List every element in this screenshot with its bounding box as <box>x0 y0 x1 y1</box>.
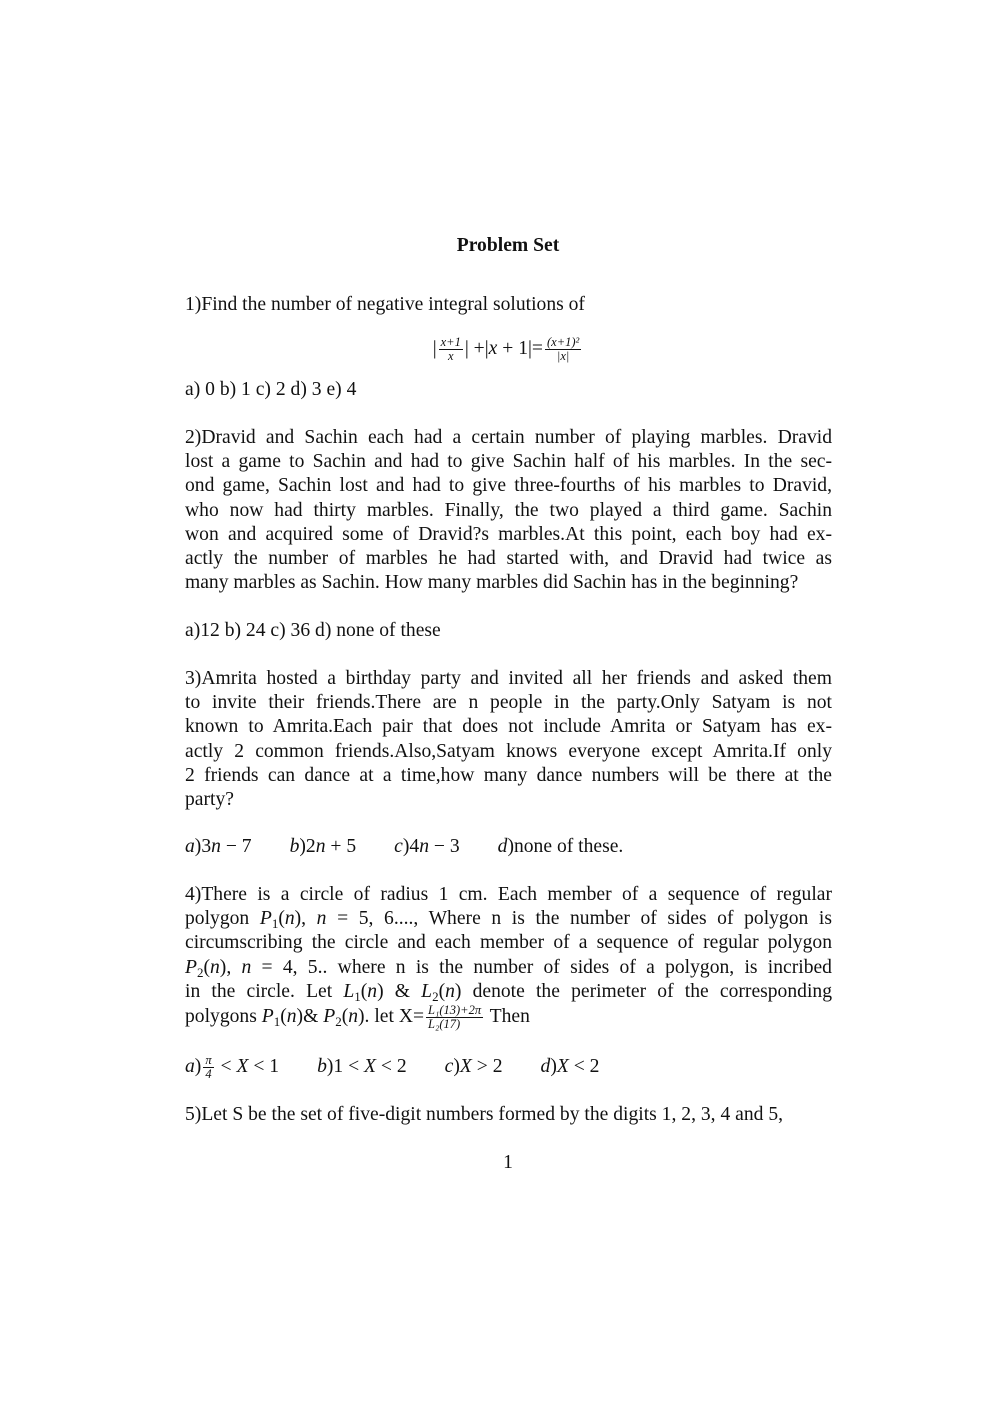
text-segment: | +| <box>464 338 489 359</box>
text-segment: )2 <box>299 836 316 857</box>
math-symbol: n <box>419 836 429 857</box>
answer-option <box>185 835 252 859</box>
problem-4-text <box>185 883 832 1031</box>
problem-3-options <box>185 835 661 859</box>
math-symbol: X <box>556 1056 569 1077</box>
text-segment: ( <box>360 980 368 1002</box>
answer-option <box>498 835 624 859</box>
problem-1-text <box>185 293 832 317</box>
text-line <box>185 378 832 402</box>
math-symbol: n <box>445 980 455 1002</box>
text-segment: )1 < <box>326 1056 365 1077</box>
text-segment: many marbles as Sachin. How many marbles did Sachin has in the beginning? <box>185 572 799 594</box>
text-segment: < 1 <box>248 1056 280 1077</box>
math-symbol: b <box>289 836 300 857</box>
answer-option <box>541 1055 600 1079</box>
text-segment: ( <box>438 980 446 1002</box>
math-symbol: X <box>236 1056 249 1077</box>
text-segment: polygons <box>185 1005 262 1027</box>
text-segment: known to Amrita.Each pair that does not include Amrita or Satyam has ex- <box>185 716 832 738</box>
text-segment: actly the number of marbles he had started with, and Dravid had twice as <box>185 547 832 569</box>
text-segment: in the circle. Let <box>185 980 344 1002</box>
denominator: 4 <box>205 1067 212 1081</box>
fraction <box>426 1004 483 1031</box>
problem-5-text <box>185 1103 832 1127</box>
math-symbol: n <box>286 1005 297 1027</box>
text-line <box>185 1103 832 1127</box>
text-line <box>185 980 832 1004</box>
text-line <box>185 740 832 764</box>
text-line <box>185 571 832 595</box>
subscript: 2 <box>432 988 439 1004</box>
text-segment: ( <box>278 908 285 930</box>
math-symbol: n <box>367 980 378 1002</box>
text-line <box>185 691 832 715</box>
subscript: 1 <box>354 988 361 1004</box>
text-segment: Then <box>485 1005 530 1027</box>
text-segment: ), <box>219 956 242 978</box>
answer-option <box>394 835 459 859</box>
answer-option <box>290 835 357 859</box>
subscript: 2 <box>196 964 204 980</box>
subscript: 1 <box>271 916 279 932</box>
subscript: 1 <box>273 1013 281 1029</box>
text-segment: > 2 <box>471 1056 503 1077</box>
text-line <box>185 764 832 788</box>
page-title: Problem Set <box>456 235 560 256</box>
text-line <box>185 619 832 643</box>
numerator: π <box>205 1053 212 1067</box>
text-segment: )3 <box>194 836 212 857</box>
math-symbol: n <box>315 836 326 857</box>
text-line <box>185 1002 832 1031</box>
text-segment: ) & <box>377 980 422 1002</box>
text-segment: ) <box>550 1056 557 1077</box>
denominator: |x| <box>556 349 570 363</box>
math-symbol: n <box>316 908 327 930</box>
math-symbol: d <box>540 1056 551 1077</box>
text-segment: < <box>215 1056 237 1077</box>
math-symbol: n <box>241 956 252 978</box>
text-segment: 2 friends can dance at a time,how many dance numbers will be there at the <box>185 764 832 786</box>
fraction <box>545 336 581 363</box>
text-segment: a) 0 b) 1 c) 2 d) 3 e) 4 <box>185 379 357 400</box>
numerator: L₁(13)+2π <box>428 1002 482 1017</box>
text-segment: )none of these. <box>507 836 624 857</box>
math-symbol: L <box>421 980 433 1002</box>
text-segment: 5)Let S be the set of five-digit numbers formed by the digits 1, 2, 3, 4 and 5, <box>185 1104 784 1125</box>
text-segment: ( <box>203 956 210 978</box>
math-symbol: c <box>394 836 403 857</box>
text-line <box>185 931 832 955</box>
math-symbol: n <box>348 1005 359 1027</box>
text-segment: + 5 <box>325 836 357 857</box>
text-segment: lost a game to Sachin and had to give Sachin half of his marbles. In the sec- <box>185 451 832 473</box>
problem-2-options <box>185 619 832 643</box>
text-line <box>185 450 832 474</box>
text-segment: = 4, 5.. where n is the number of sides of a polygon, is incribed <box>251 956 832 978</box>
text-line <box>185 907 832 931</box>
math-symbol: a <box>185 1056 195 1077</box>
math-symbol: n <box>211 836 221 857</box>
text-line <box>185 788 832 812</box>
math-symbol: a <box>185 836 195 857</box>
text-segment: polygon <box>185 908 260 930</box>
text-segment: )4 <box>402 836 420 857</box>
text-segment: a)12 b) 24 c) 36 d) none of these <box>185 620 441 641</box>
text-segment: circumscribing the circle and each member of a sequence of regular polygon <box>185 932 832 954</box>
text-segment: actly 2 common friends.Also,Satyam knows everyone except Amrita.If only <box>185 740 832 762</box>
math-symbol: P <box>259 908 272 930</box>
denominator: L₂(17) <box>428 1016 461 1031</box>
problem-1-options <box>185 378 832 402</box>
problem-4-options <box>185 1053 637 1081</box>
text-segment: 3)Amrita hosted a birthday party and invited all her friends and asked them <box>185 668 832 689</box>
text-line <box>185 715 832 739</box>
subscript: 2 <box>335 1013 342 1029</box>
text-segment: 1)Find the number of negative integral solutions of <box>185 294 585 315</box>
fraction <box>439 336 463 363</box>
numerator: (x+1)² <box>546 335 580 349</box>
math-symbol: P <box>261 1005 274 1027</box>
math-symbol: P <box>323 1005 336 1027</box>
answer-option <box>317 1055 407 1079</box>
text-segment: to invite their friends.There are n people in the party.Only Satyam is not <box>185 692 832 714</box>
text-segment: < 2 <box>568 1056 600 1077</box>
problem-2-text <box>185 426 832 595</box>
denominator: x <box>447 349 454 363</box>
text-line <box>185 523 832 547</box>
numerator: x+1 <box>440 335 461 349</box>
math-symbol: X <box>364 1056 377 1077</box>
text-line <box>185 293 832 317</box>
math-symbol: d <box>497 836 508 857</box>
text-segment: party? <box>185 788 234 810</box>
math-symbol: L <box>343 980 355 1002</box>
text-segment: + 1|= <box>497 338 543 359</box>
fraction <box>203 1054 213 1081</box>
problem-3-text <box>185 667 832 812</box>
math-symbol: x <box>488 338 498 359</box>
text-line <box>185 426 832 450</box>
math-symbol: b <box>317 1056 327 1077</box>
text-segment: ) <box>453 1056 460 1077</box>
math-symbol: n <box>284 908 295 930</box>
text-line <box>185 883 832 907</box>
text-line <box>185 667 832 691</box>
text-segment: − 7 <box>220 836 252 857</box>
page-number: 1 <box>503 1152 513 1173</box>
answer-option <box>185 1054 279 1081</box>
text-segment: ) denote the perimeter of the corresponding <box>454 980 832 1002</box>
text-line <box>185 474 832 498</box>
text-segment: < 2 <box>376 1056 407 1077</box>
text-segment: 2)Dravid and Sachin each had a certain number of playing marbles. Dravid <box>185 427 832 448</box>
answer-option <box>445 1055 503 1079</box>
text-segment: won and acquired some of Dravid?s marbles.At this point, each boy had ex- <box>185 523 832 545</box>
text-line <box>185 547 832 571</box>
text-segment: = 5, 6...., Where n is the number of sides of polygon is <box>326 908 832 930</box>
math-symbol: X <box>459 1056 472 1077</box>
math-symbol: c <box>444 1056 454 1077</box>
text-segment: ( <box>280 1005 287 1027</box>
text-segment: )& <box>296 1005 324 1027</box>
text-segment: ), <box>294 908 317 930</box>
text-line <box>185 499 832 523</box>
text-segment: ). let X= <box>358 1005 425 1027</box>
text-segment: ond game, Sachin lost and had to give three-fourths of his marbles to Dravid, <box>185 475 832 497</box>
text-segment: who now had thirty marbles. Finally, the two played a third game. Sachin <box>185 499 832 521</box>
text-segment: − 3 <box>428 836 460 857</box>
problem-1-equation <box>0 336 992 363</box>
text-segment: ) <box>194 1056 202 1077</box>
math-symbol: n <box>210 956 220 978</box>
text-segment: 4)There is a circle of radius 1 cm. Each member of a sequence of regular <box>185 884 832 905</box>
math-symbol: P <box>185 956 197 978</box>
text-segment: | <box>432 338 437 359</box>
text-segment: ( <box>341 1005 349 1027</box>
text-line <box>185 956 832 980</box>
